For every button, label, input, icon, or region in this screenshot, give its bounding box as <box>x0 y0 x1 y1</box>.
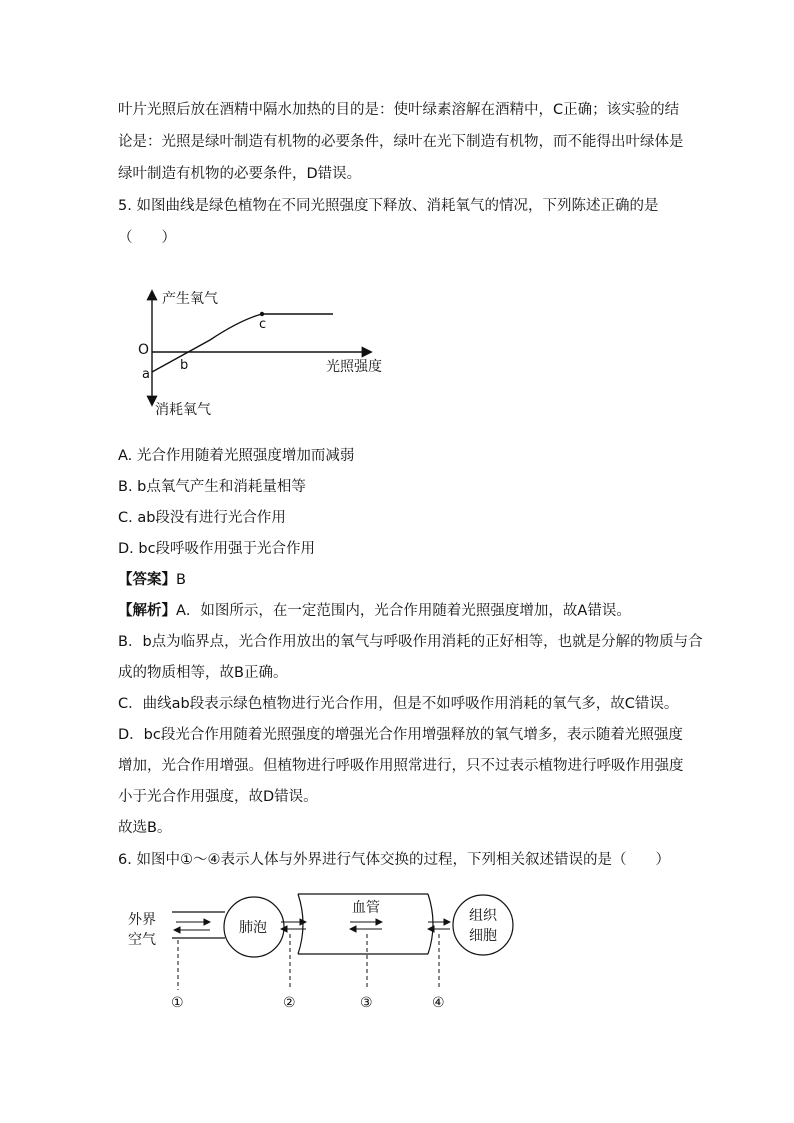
y-down-label: 消耗氧气 <box>155 402 211 418</box>
q5-option-c: C. ab段没有进行光合作用 <box>118 510 286 526</box>
q5-option-d: D. bc段呼吸作用强于光合作用 <box>118 541 316 557</box>
process-label-3: ③ <box>360 995 373 1011</box>
q5-option-b: B. b点氧气产生和消耗量相等 <box>118 479 306 495</box>
intro-line-2: 论是：光照是绿叶制造有机物的必要条件，绿叶在光下制造有机物，而不能得出叶绿体是 <box>118 134 684 150</box>
point-b-label: b <box>180 358 189 373</box>
analysis-line: B．b点为临界点，光合作用放出的氧气与呼吸作用消耗的正好相等，也就是分解的物质与合 <box>118 634 703 650</box>
process-label-2: ② <box>283 995 296 1011</box>
tissue-cell-circle <box>453 895 513 955</box>
process-label-4: ④ <box>432 995 445 1011</box>
blood-vessel-label: 血管 <box>352 900 380 916</box>
analysis-line: C．曲线ab段表示绿色植物进行光合作用，但是不如呼吸作用消耗的氧气多，故C错误。 <box>118 696 679 712</box>
q5-graph <box>130 282 400 422</box>
outside-air-label-2: 空气 <box>128 932 156 948</box>
answer-value: B <box>176 572 186 588</box>
y-up-label: 产生氧气 <box>162 291 218 307</box>
point-c-dot <box>260 312 264 316</box>
analysis-line: 故选B。 <box>118 820 172 836</box>
q5-option-a: A. 光合作用随着光照强度增加而减弱 <box>118 448 355 464</box>
vessel-left-wall <box>298 894 303 954</box>
answer-tag: 【答案】 <box>118 572 176 588</box>
process-label-1: ① <box>171 995 184 1011</box>
alveolus-label: 肺泡 <box>239 920 267 936</box>
intro-line-1: 叶片光照后放在酒精中隔水加热的目的是：使叶绿素溶解在酒精中，C正确；该实验的结 <box>118 102 680 118</box>
x-label: 光照强度 <box>326 359 382 375</box>
tissue-label-1: 组织 <box>469 908 497 924</box>
point-c-label: c <box>259 317 267 332</box>
analysis-line: D．bc段光合作用随着光照强度的增强光合作用增强释放的氧气增多，表示随着光照强度 <box>118 727 683 743</box>
q5-analysis-first <box>118 601 631 621</box>
intro-line-3: 绿叶制造有机物的必要条件，D错误。 <box>118 166 362 182</box>
origin-label: O <box>138 342 150 358</box>
analysis-line: 小于光合作用强度，故D错误。 <box>118 789 318 805</box>
q6-stem: 6. 如图中①～④表示人体与外界进行气体交换的过程，下列相关叙述错误的是（ ） <box>118 852 670 868</box>
analysis-line-a: A．如图所示，在一定范围内，光合作用随着光照强度增加，故A错误。 <box>176 603 631 619</box>
point-a-label: a <box>142 367 150 382</box>
q6-gas-exchange-diagram <box>120 882 540 1017</box>
analysis-line: 成的物质相等，故B正确。 <box>118 665 288 681</box>
analysis-tag: 【解析】 <box>118 603 176 619</box>
tissue-label-2: 细胞 <box>469 928 497 944</box>
vessel-right-wall <box>428 894 433 954</box>
q5-paren: （ ） <box>118 230 176 246</box>
analysis-line: 增加，光合作用增强。但植物进行呼吸作用照常进行，只不过表示植物进行呼吸作用强度 <box>118 758 684 774</box>
q5-stem: 5. 如图曲线是绿色植物在不同光照强度下释放、消耗氧气的情况，下列陈述正确的是 <box>118 198 659 214</box>
outside-air-label-1: 外界 <box>128 912 156 928</box>
q5-answer <box>118 570 186 590</box>
